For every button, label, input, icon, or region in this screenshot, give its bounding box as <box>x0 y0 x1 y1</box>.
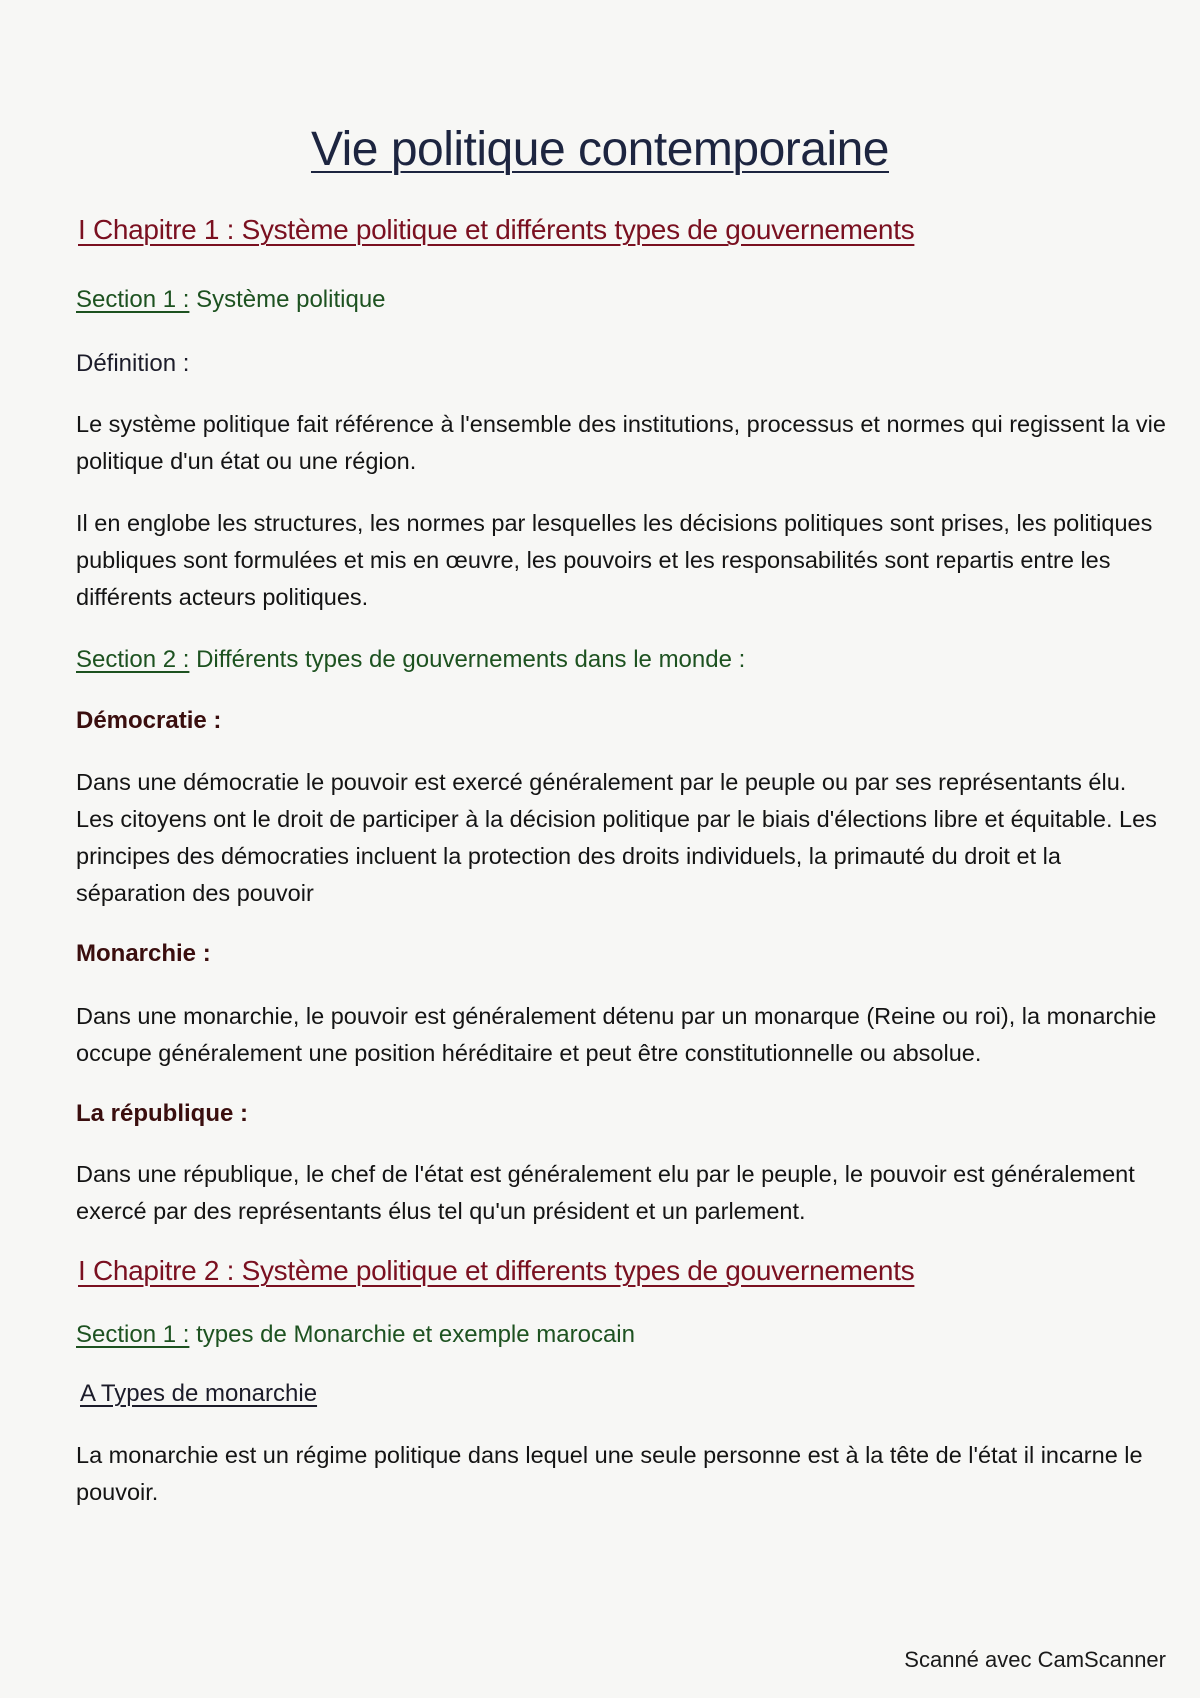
definition-label: Définition : <box>76 350 190 377</box>
camscanner-watermark: Scanné avec CamScanner <box>904 1647 1166 1672</box>
page-title <box>0 122 1200 177</box>
definition-paragraph-1: Le système politique fait référence à l'ensemble des institutions, processus et normes qui regissent la vie politique d'un état ou une région. <box>76 411 1166 474</box>
chapter-2-heading-text: I Chapitre 2 : Système politique et differents types de gouvernements <box>78 1255 915 1286</box>
chapter-2-section-1-heading <box>76 1321 635 1349</box>
chapter-1-heading <box>78 214 914 246</box>
chapter-2-heading <box>78 1255 914 1287</box>
chapter-1-section-2-heading <box>76 646 745 674</box>
types-de-monarchie-subheading <box>80 1380 317 1408</box>
section-label: Section 1 : <box>76 286 190 313</box>
chapter-1-heading-text: I Chapitre 1 : Système politique et différents types de gouvernements <box>78 214 915 245</box>
section-label: Section 1 : <box>76 1321 190 1348</box>
definition-paragraph-2: Il en englobe les structures, les normes par lesquelles les décisions politiques sont prises, les politiques publiques sont formulées et mis en œuvre, les pouvoirs et les responsabilités sont repartis entre les différents acteurs politiques. <box>76 510 1153 610</box>
subheading-text: A Types de monarchie <box>80 1380 318 1407</box>
section-title: Différents types de gouvernements dans le monde : <box>189 646 746 673</box>
republique-paragraph: Dans une république, le chef de l'état est généralement elu par le peuple, le pouvoir est généralement exercé par des représentants élus tel qu'un président et un parlement. <box>76 1161 1135 1224</box>
page-title-text: Vie politique contemporaine <box>310 123 889 176</box>
section-label: Section 2 : <box>76 646 190 673</box>
monarchie-paragraph: Dans une monarchie, le pouvoir est généralement détenu par un monarque (Reine ou roi), la monarchie occupe généralement une position héréditaire et peut être constitutionnelle ou absolue. <box>76 1003 1157 1066</box>
monarchie-definition-paragraph: La monarchie est un régime politique dans lequel une seule personne est à la tête de l'état il incarne le pouvoir. <box>76 1442 1143 1505</box>
chapter-1-section-1-heading <box>76 286 386 314</box>
section-title: types de Monarchie et exemple marocain <box>189 1321 635 1348</box>
democratie-paragraph: Dans une démocratie le pouvoir est exercé généralement par le peuple ou par ses représentants élu. Les citoyens ont le droit de participer à la décision politique par le biais d'élections libre et équitable. Les principes des démocraties incluent la protection des droits individuels, la primauté du droit et la séparation des pouvoir <box>76 769 1157 906</box>
section-title: Système politique <box>189 286 386 313</box>
republique-term: La république : <box>76 1100 249 1127</box>
democratie-term: Démocratie : <box>76 707 222 734</box>
monarchie-term: Monarchie : <box>76 940 211 967</box>
